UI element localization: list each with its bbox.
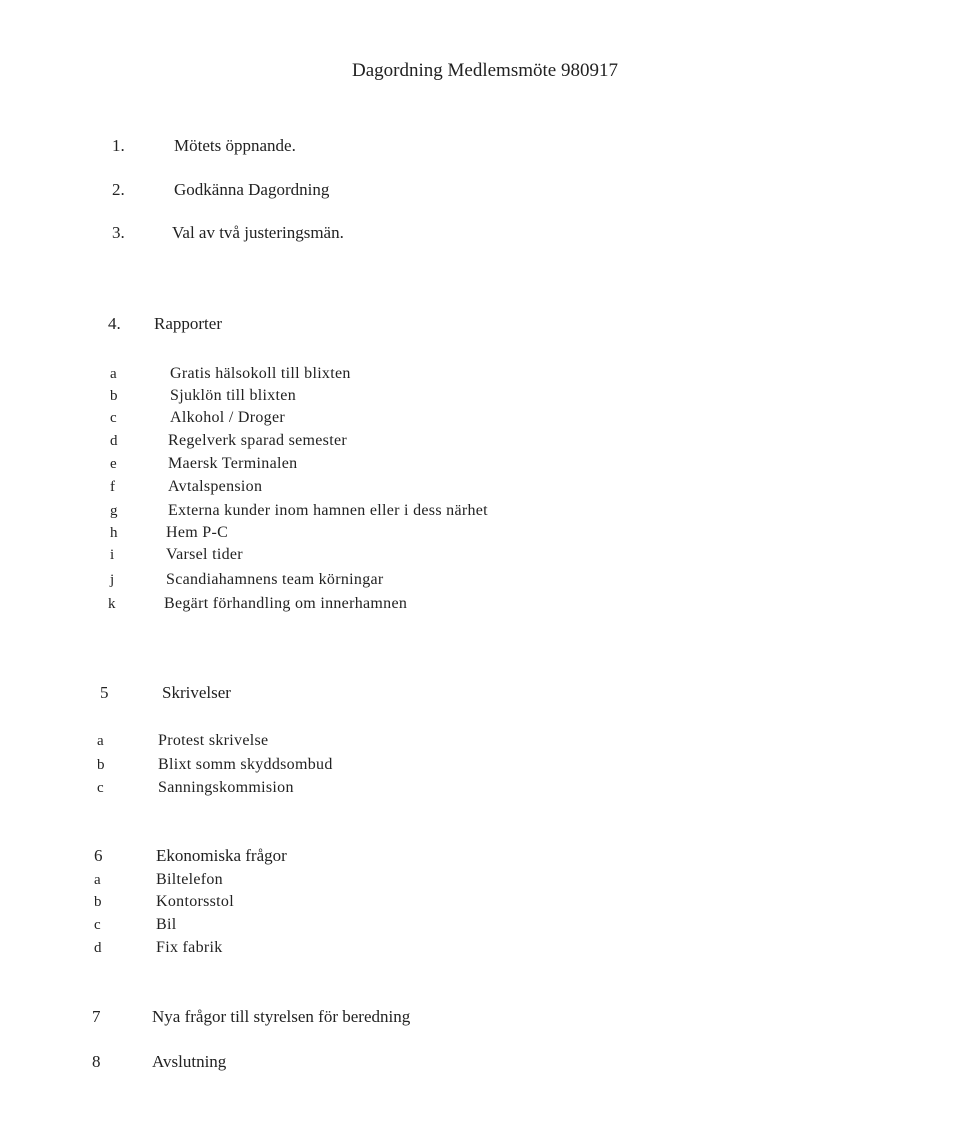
sub-item [110, 431, 610, 451]
agenda-label: Nya frågor till styrelsen för beredning [152, 1007, 411, 1026]
sub-item-letter: e [110, 456, 117, 472]
sub-item-letter: f [110, 479, 115, 495]
sub-item-text: Sanningskommision [158, 779, 294, 796]
agenda-label: Ekonomiska frågor [156, 846, 287, 865]
agenda-number: 3. [112, 223, 125, 242]
sub-item-text: Fix fabrik [156, 939, 223, 956]
sub-item [110, 570, 610, 590]
sub-item-text: Maersk Terminalen [168, 455, 298, 472]
sub-item [110, 454, 610, 474]
sub-item-text: Protest skrivelse [158, 732, 269, 749]
sub-item [97, 778, 497, 798]
sub-item-text: Kontorsstol [156, 893, 234, 910]
sub-item-text: Bil [156, 916, 177, 933]
document-title: Dagordning Medlemsmöte 980917 [352, 60, 618, 81]
agenda-item-3 [112, 223, 432, 245]
sub-item [110, 386, 610, 406]
agenda-label: Mötets öppnande. [174, 136, 296, 155]
sub-item-letter: g [110, 503, 118, 519]
sub-item-letter: b [94, 894, 102, 910]
agenda-item-5 [100, 683, 400, 705]
sub-item [108, 594, 608, 614]
sub-item-text: Avtalspension [168, 478, 263, 495]
sub-item [94, 892, 394, 912]
sub-item [94, 870, 394, 890]
agenda-label: Godkänna Dagordning [174, 180, 330, 199]
sub-item-text: Begärt förhandling om innerhamnen [164, 595, 408, 612]
sub-item-letter: a [94, 872, 101, 888]
sub-item-text: Alkohol / Droger [170, 409, 286, 426]
sub-item [94, 915, 394, 935]
agenda-item-7 [92, 1007, 592, 1029]
sub-item [110, 545, 610, 565]
sub-item-text: Regelverk sparad semester [168, 432, 347, 449]
agenda-label: Skrivelser [162, 683, 231, 702]
sub-item-text: Sjuklön till blixten [170, 387, 297, 404]
agenda-number: 6 [94, 846, 103, 865]
sub-item-letter: c [94, 917, 101, 933]
sub-item-letter: b [110, 388, 118, 404]
sub-item [97, 755, 497, 775]
sub-item-text: Scandiahamnens team körningar [166, 571, 384, 588]
sub-item-text: Biltelefon [156, 871, 223, 888]
agenda-number: 5 [100, 683, 109, 702]
agenda-item-2 [112, 180, 412, 202]
sub-item-letter: d [110, 433, 118, 449]
agenda-number: 4. [108, 314, 121, 333]
sub-item-letter: k [108, 596, 116, 612]
sub-item [94, 938, 394, 958]
sub-item-text: Hem P-C [166, 524, 229, 541]
agenda-number: 1. [112, 136, 125, 155]
sub-item-letter: h [110, 525, 118, 541]
sub-item-letter: c [97, 780, 104, 796]
sub-item-letter: j [110, 572, 115, 588]
sub-item-text: Externa kunder inom hamnen eller i dess närhet [168, 502, 488, 519]
sub-item [110, 408, 610, 428]
agenda-number: 2. [112, 180, 125, 199]
agenda-item-4 [108, 314, 408, 336]
sub-item-text: Varsel tider [166, 546, 243, 563]
sub-item-letter: d [94, 940, 102, 956]
agenda-number: 7 [92, 1007, 101, 1026]
agenda-number: 8 [92, 1052, 101, 1071]
agenda-item-1 [112, 136, 412, 158]
sub-item-letter: a [97, 733, 104, 749]
sub-item [110, 477, 610, 497]
sub-item-text: Gratis hälsokoll till blixten [170, 365, 351, 382]
sub-item [110, 364, 610, 384]
agenda-item-8 [92, 1052, 392, 1074]
sub-item [110, 501, 630, 521]
sub-item-letter: a [110, 366, 117, 382]
sub-item-letter: b [97, 757, 105, 773]
sub-item [97, 731, 497, 751]
sub-item-text: Blixt somm skyddsombud [158, 756, 333, 773]
sub-item-letter: i [110, 547, 115, 563]
agenda-item-6 [94, 846, 394, 868]
agenda-label: Rapporter [154, 314, 222, 333]
agenda-label: Avslutning [152, 1052, 227, 1071]
agenda-label: Val av två justeringsmän. [172, 223, 344, 242]
sub-item-letter: c [110, 410, 117, 426]
sub-item [110, 523, 610, 543]
